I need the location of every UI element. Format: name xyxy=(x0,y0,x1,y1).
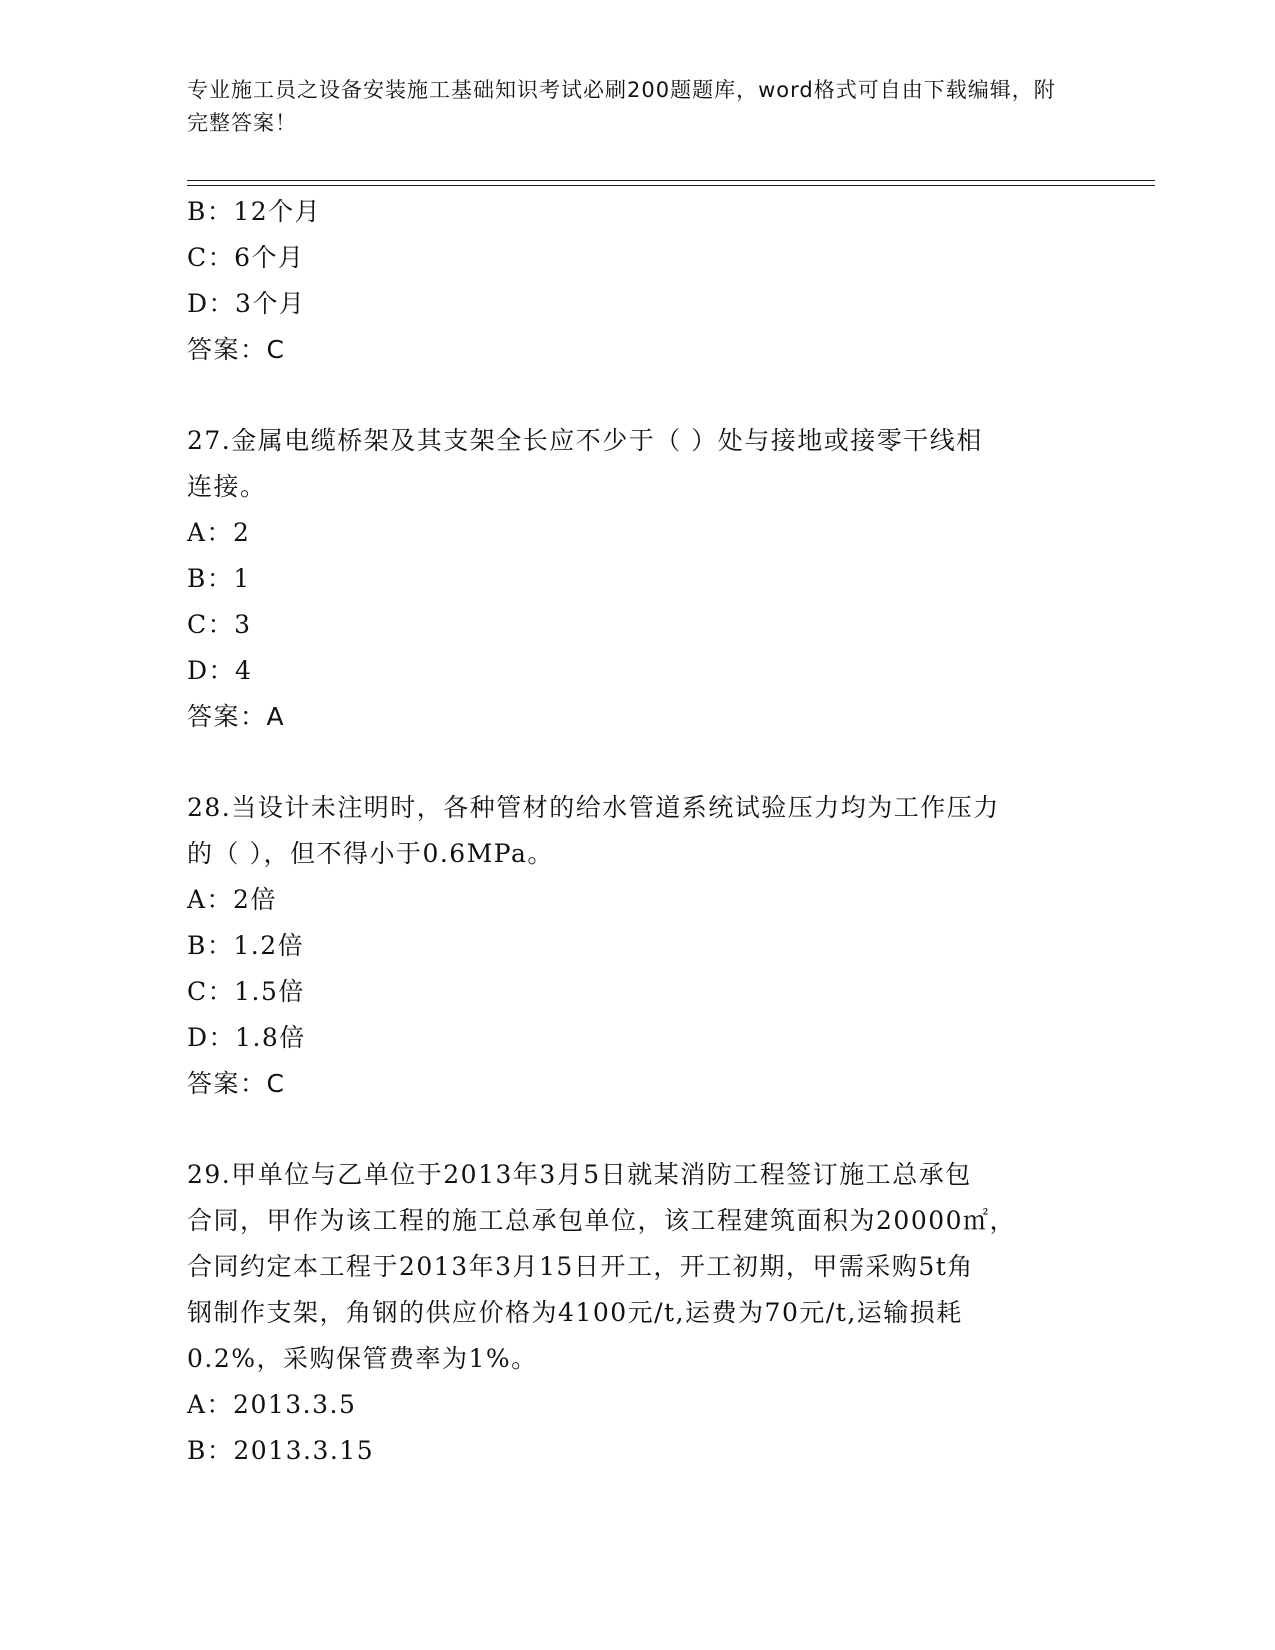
question-26 xyxy=(187,189,1067,373)
option-d: D：1.8倍 xyxy=(187,1023,306,1052)
option-c: C：1.5倍 xyxy=(187,977,305,1006)
header-title: 专业施工员之设备安装施工基础知识考试必刷200题题库，word格式可自由下载编辑，附完整答案！ xyxy=(187,78,1056,135)
question-text: 27.金属电缆桥架及其支架全长应不少于（ ）处与接地或接零干线相 xyxy=(187,426,983,455)
option-b: B：2013.3.15 xyxy=(187,1436,375,1465)
question-28 xyxy=(187,785,1067,1107)
option-a: A：2013.3.5 xyxy=(187,1390,357,1419)
question-text: 连接。 xyxy=(187,472,267,501)
question-text: 0.2%，采购保管费率为1%。 xyxy=(187,1344,538,1373)
option-d: D：3个月 xyxy=(187,289,306,318)
option-b: B：1 xyxy=(187,564,251,593)
option-d: D：4 xyxy=(187,656,253,685)
question-text: 钢制作支架，角钢的供应价格为4100元/t,运费为70元/t,运输损耗 xyxy=(187,1298,963,1327)
question-text: 的（ ），但不得小于0.6MPa。 xyxy=(187,839,554,868)
question-text: 29.甲单位与乙单位于2013年3月5日就某消防工程签订施工总承包 xyxy=(187,1160,972,1189)
header-divider xyxy=(187,180,1155,181)
question-text: 28.当设计未注明时，各种管材的给水管道系统试验压力均为工作压力 xyxy=(187,793,1000,822)
option-c: C：6个月 xyxy=(187,243,305,272)
option-b: B：1.2倍 xyxy=(187,931,305,960)
option-a: A：2 xyxy=(187,518,251,547)
document-header xyxy=(187,74,1067,140)
question-list xyxy=(187,189,1067,1474)
answer: 答案：C xyxy=(187,335,286,364)
option-a: A：2倍 xyxy=(187,885,277,914)
option-b: B：12个月 xyxy=(187,197,322,226)
option-c: C：3 xyxy=(187,610,252,639)
answer: 答案：C xyxy=(187,1069,286,1098)
question-29 xyxy=(187,1152,1067,1474)
question-text: 合同约定本工程于2013年3月15日开工，开工初期，甲需采购5t角 xyxy=(187,1252,974,1281)
header-divider xyxy=(187,185,1155,186)
question-27 xyxy=(187,418,1067,740)
answer: 答案：A xyxy=(187,702,286,731)
question-text: 合同，甲作为该工程的施工总承包单位，该工程建筑面积为20000㎡， xyxy=(187,1206,1017,1235)
